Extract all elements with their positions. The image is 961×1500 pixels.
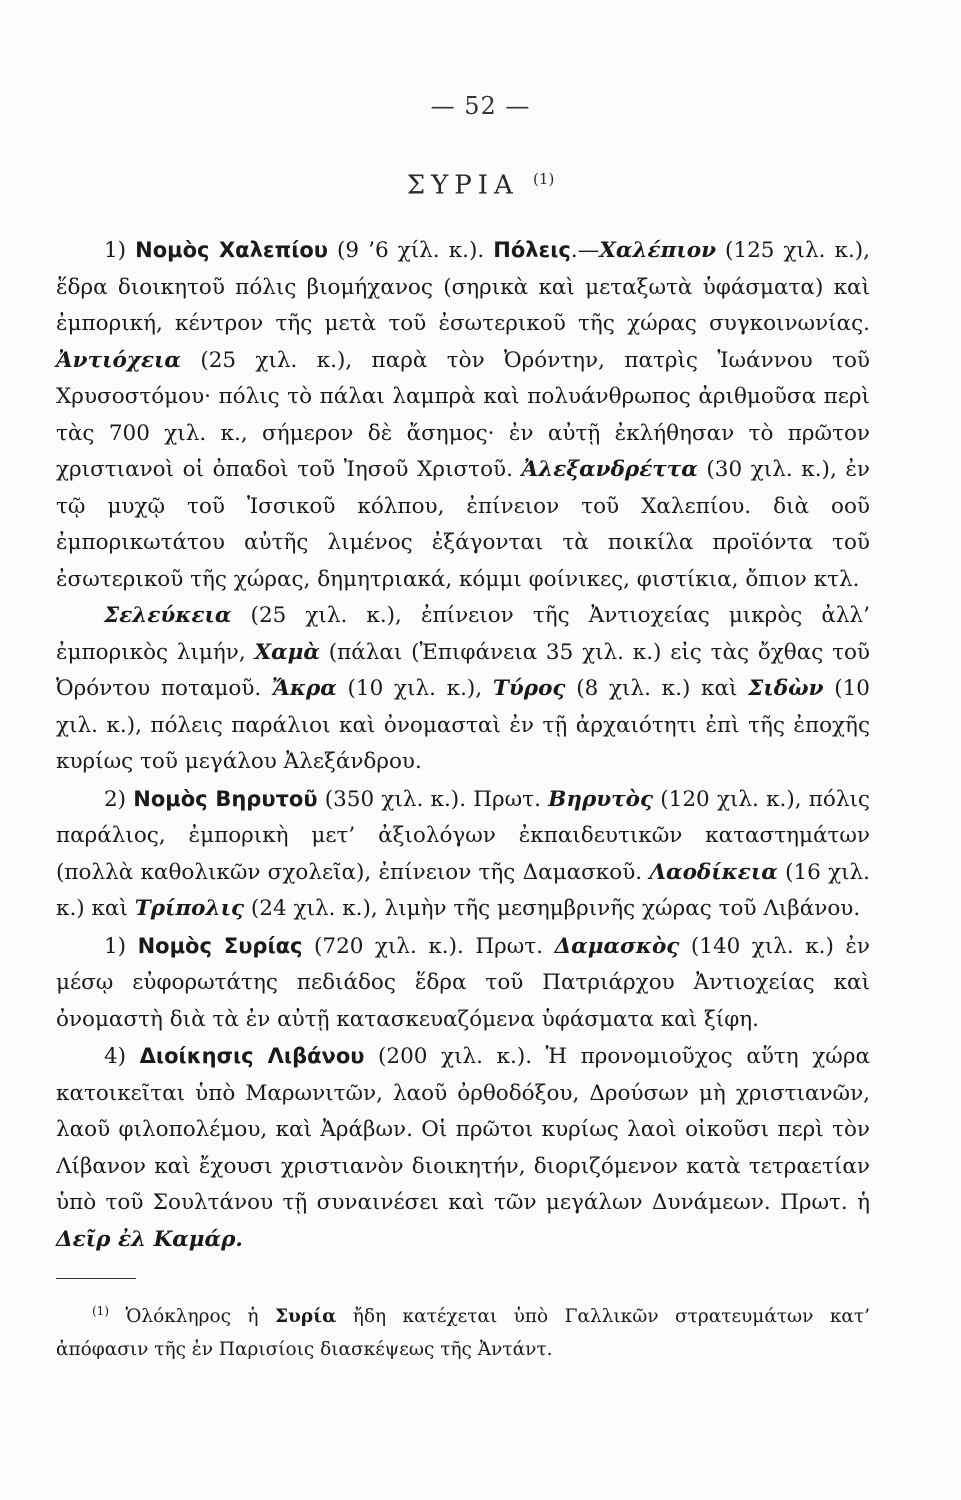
place-name: Βηρυτὸς — [548, 786, 654, 812]
text-run: (24 χιλ. κ.), λιμὴν τῆς μεσημβρινῆς χώρας τοῦ Λιβάνου. — [244, 896, 861, 921]
footnote-rule — [56, 1278, 136, 1279]
footnote — [56, 1295, 870, 1366]
footnote-marker: (1) — [92, 1304, 109, 1318]
place-name: Σελεύκεια — [104, 603, 232, 628]
page-number: — 52 — — [430, 92, 531, 120]
text-run: 1) — [104, 933, 138, 959]
footnote-text: Ὁλόκληρος ἡ — [109, 1306, 275, 1328]
heading-footnote-marker: (1) — [533, 170, 555, 188]
text-run: (125 χιλ. κ.), ἕδρα διοικητοῦ πόλις βιομήχανος (σηρικὰ καὶ μεταξωτὰ ὑφάσματα) καὶ ἐμπορική, κέντρον τῆς μετὰ τοῦ ἐσωτερικοῦ τῆς χώρας συγκοινωνίας. — [56, 238, 870, 336]
district-name: Νομὸς Βηρυτοῦ — [133, 786, 318, 811]
section-heading — [0, 170, 961, 201]
text-run: (25 χιλ. κ.), ἐπίνειον τῆς Ἀντιοχείας μικρὸς ἀλλ’ ἐμπορικὸς λιμήν, — [56, 603, 870, 665]
district-name: Νομὸς Χαλεπίου — [135, 238, 328, 262]
place-name: Λαοδίκεια — [649, 859, 778, 885]
text-run: (30 χιλ. κ.), ἐν τῷ μυχῷ τοῦ Ἰσσικοῦ κόλπου, ἐπίνειον τοῦ Χαλεπίου. διὰ οοῦ ἐμπορικωτάτου αὐτῆς λιμένος ἐξάγονται τὰ ποικίλα προϊόντα τοῦ ἐσωτερικοῦ τῆς χώρας, δημητριακά, κόμμι φοίνικες, φιστίκια, ὄπιον κτλ. — [56, 457, 871, 592]
text-run: (8 χιλ. κ.) καὶ — [565, 676, 749, 701]
footnote-text: ἤδη κατέχεται ὑπὸ Γαλλικῶν στρατευμάτων κατ’ ἀπόφασιν τῆς ἐν Παρισίοις διασκέψεως τῆς Ἀντάντ. — [56, 1306, 871, 1361]
paragraph — [56, 928, 870, 1039]
place-name: Τρίπολις — [134, 896, 245, 921]
text-run: .— — [570, 238, 600, 263]
footnote-text: Συρία — [274, 1306, 337, 1328]
place-name: Ἀλεξανδρέττα — [521, 457, 698, 482]
text-run: (350 χιλ. κ.). Πρωτ. — [317, 786, 549, 812]
place-name: Δαμασκὸς — [554, 933, 680, 959]
text-run: (10 χιλ. κ.), πόλεις παράλιοι καὶ ὀνομασταὶ ἐν τῇ ἀρχαιότητι ἐπὶ τῆς ἐποχῆς κυρίως τοῦ μεγάλου Ἀλεξάνδρου. — [56, 676, 870, 774]
district-name: Διοίκησις Λιβάνου — [139, 1044, 365, 1068]
text-run: (720 χιλ. κ.). Πρωτ. — [302, 933, 555, 959]
place-name: Τύρος — [492, 676, 566, 701]
heading-title: ΣΥΡΙΑ — [406, 170, 519, 201]
place-name: Χαλέπιον — [599, 238, 716, 263]
body-text — [56, 232, 870, 1258]
district-name: Πόλεις — [493, 238, 571, 262]
place-name: Χαμὰ — [254, 639, 320, 665]
text-run: (9 ’6 χίλ. κ.). — [327, 238, 494, 263]
place-name: Ἀντιόχεια — [56, 347, 181, 373]
paragraph — [56, 232, 870, 598]
place-name: Σιδὼν — [748, 676, 824, 701]
paragraph — [56, 598, 870, 781]
place-name: Δεῖρ ἐλ Καμάρ. — [56, 1226, 243, 1252]
text-run: (πάλαι (Ἐπιφάνεια 35 χιλ. κ.) εἰς τὰς ὄχθας τοῦ Ὀρόντου ποταμοῦ. — [56, 639, 870, 701]
text-run: (140 χιλ. κ.) ἐν μέσῳ εὐφορωτάτης πεδιάδος ἕδρα τοῦ Πατριάρχου Ἀντιοχείας καὶ ὀνομαστὴ διὰ τὰ ἐν αὐτῇ κατασκευαζόμενα ὑφάσματα καὶ ξίφη. — [56, 933, 870, 1032]
text-run: (120 χιλ. κ.), πόλις παράλιος, ἐμπορικὴ μετ’ ἀξιολόγων ἐκπαιδευτικῶν καταστημάτων (πολλὰ καθολικῶν σχολεῖα), ἐπίνειον τῆς Δαμασκοῦ. — [56, 786, 870, 885]
paragraph — [56, 1038, 870, 1258]
text-run: (10 χιλ. κ.), — [336, 676, 493, 701]
text-run: 4) — [104, 1044, 140, 1069]
text-run: (200 χιλ. κ.). Ἡ προνομιοῦχος αὕτη χώρα κατοικεῖται ὑπὸ Μαρωνιτῶν, λαοῦ ὀρθοδόξου, Δρούσων μὴ χριστιανῶν, λαοῦ φιλοπολέμου, καὶ Ἀράβων. Οἱ πρῶτοι κυρίως λαοὶ οἰκοῦσι περὶ τὸν Λίβανον καὶ ἔχουσι χριστιανὸν διοικητήν, διοριζόμενον κατὰ τετραετίαν ὑπὸ τοῦ Σουλτάνου τῇ συναινέσει καὶ τῶν μεγάλων Δυνάμεων. Πρωτ. ἡ — [56, 1044, 870, 1215]
paragraph — [56, 781, 870, 928]
text-run: 2) — [104, 786, 134, 812]
text-run: (16 χιλ. κ.) καὶ — [56, 859, 870, 921]
district-name: Νομὸς Συρίας — [137, 933, 303, 958]
text-run: (25 χιλ. κ.), παρὰ τὸν Ὀρόντην, πατρὶς Ἰωάννου τοῦ Χρυσοστόμου· πόλις τὸ πάλαι λαμπρὰ καὶ πολυάνθρωπος ἀριθμοῦσα περὶ τὰς 700 χιλ. κ., σήμερον δὲ ἄσημος· ἐν αὐτῇ ἐκλήθησαν τὸ πρῶτον χριστιανοὶ οἱ ὀπαδοὶ τοῦ Ἰησοῦ Χριστοῦ. — [56, 347, 870, 482]
text-run: 1) — [104, 238, 136, 263]
place-name: Ἄκρα — [271, 676, 337, 701]
